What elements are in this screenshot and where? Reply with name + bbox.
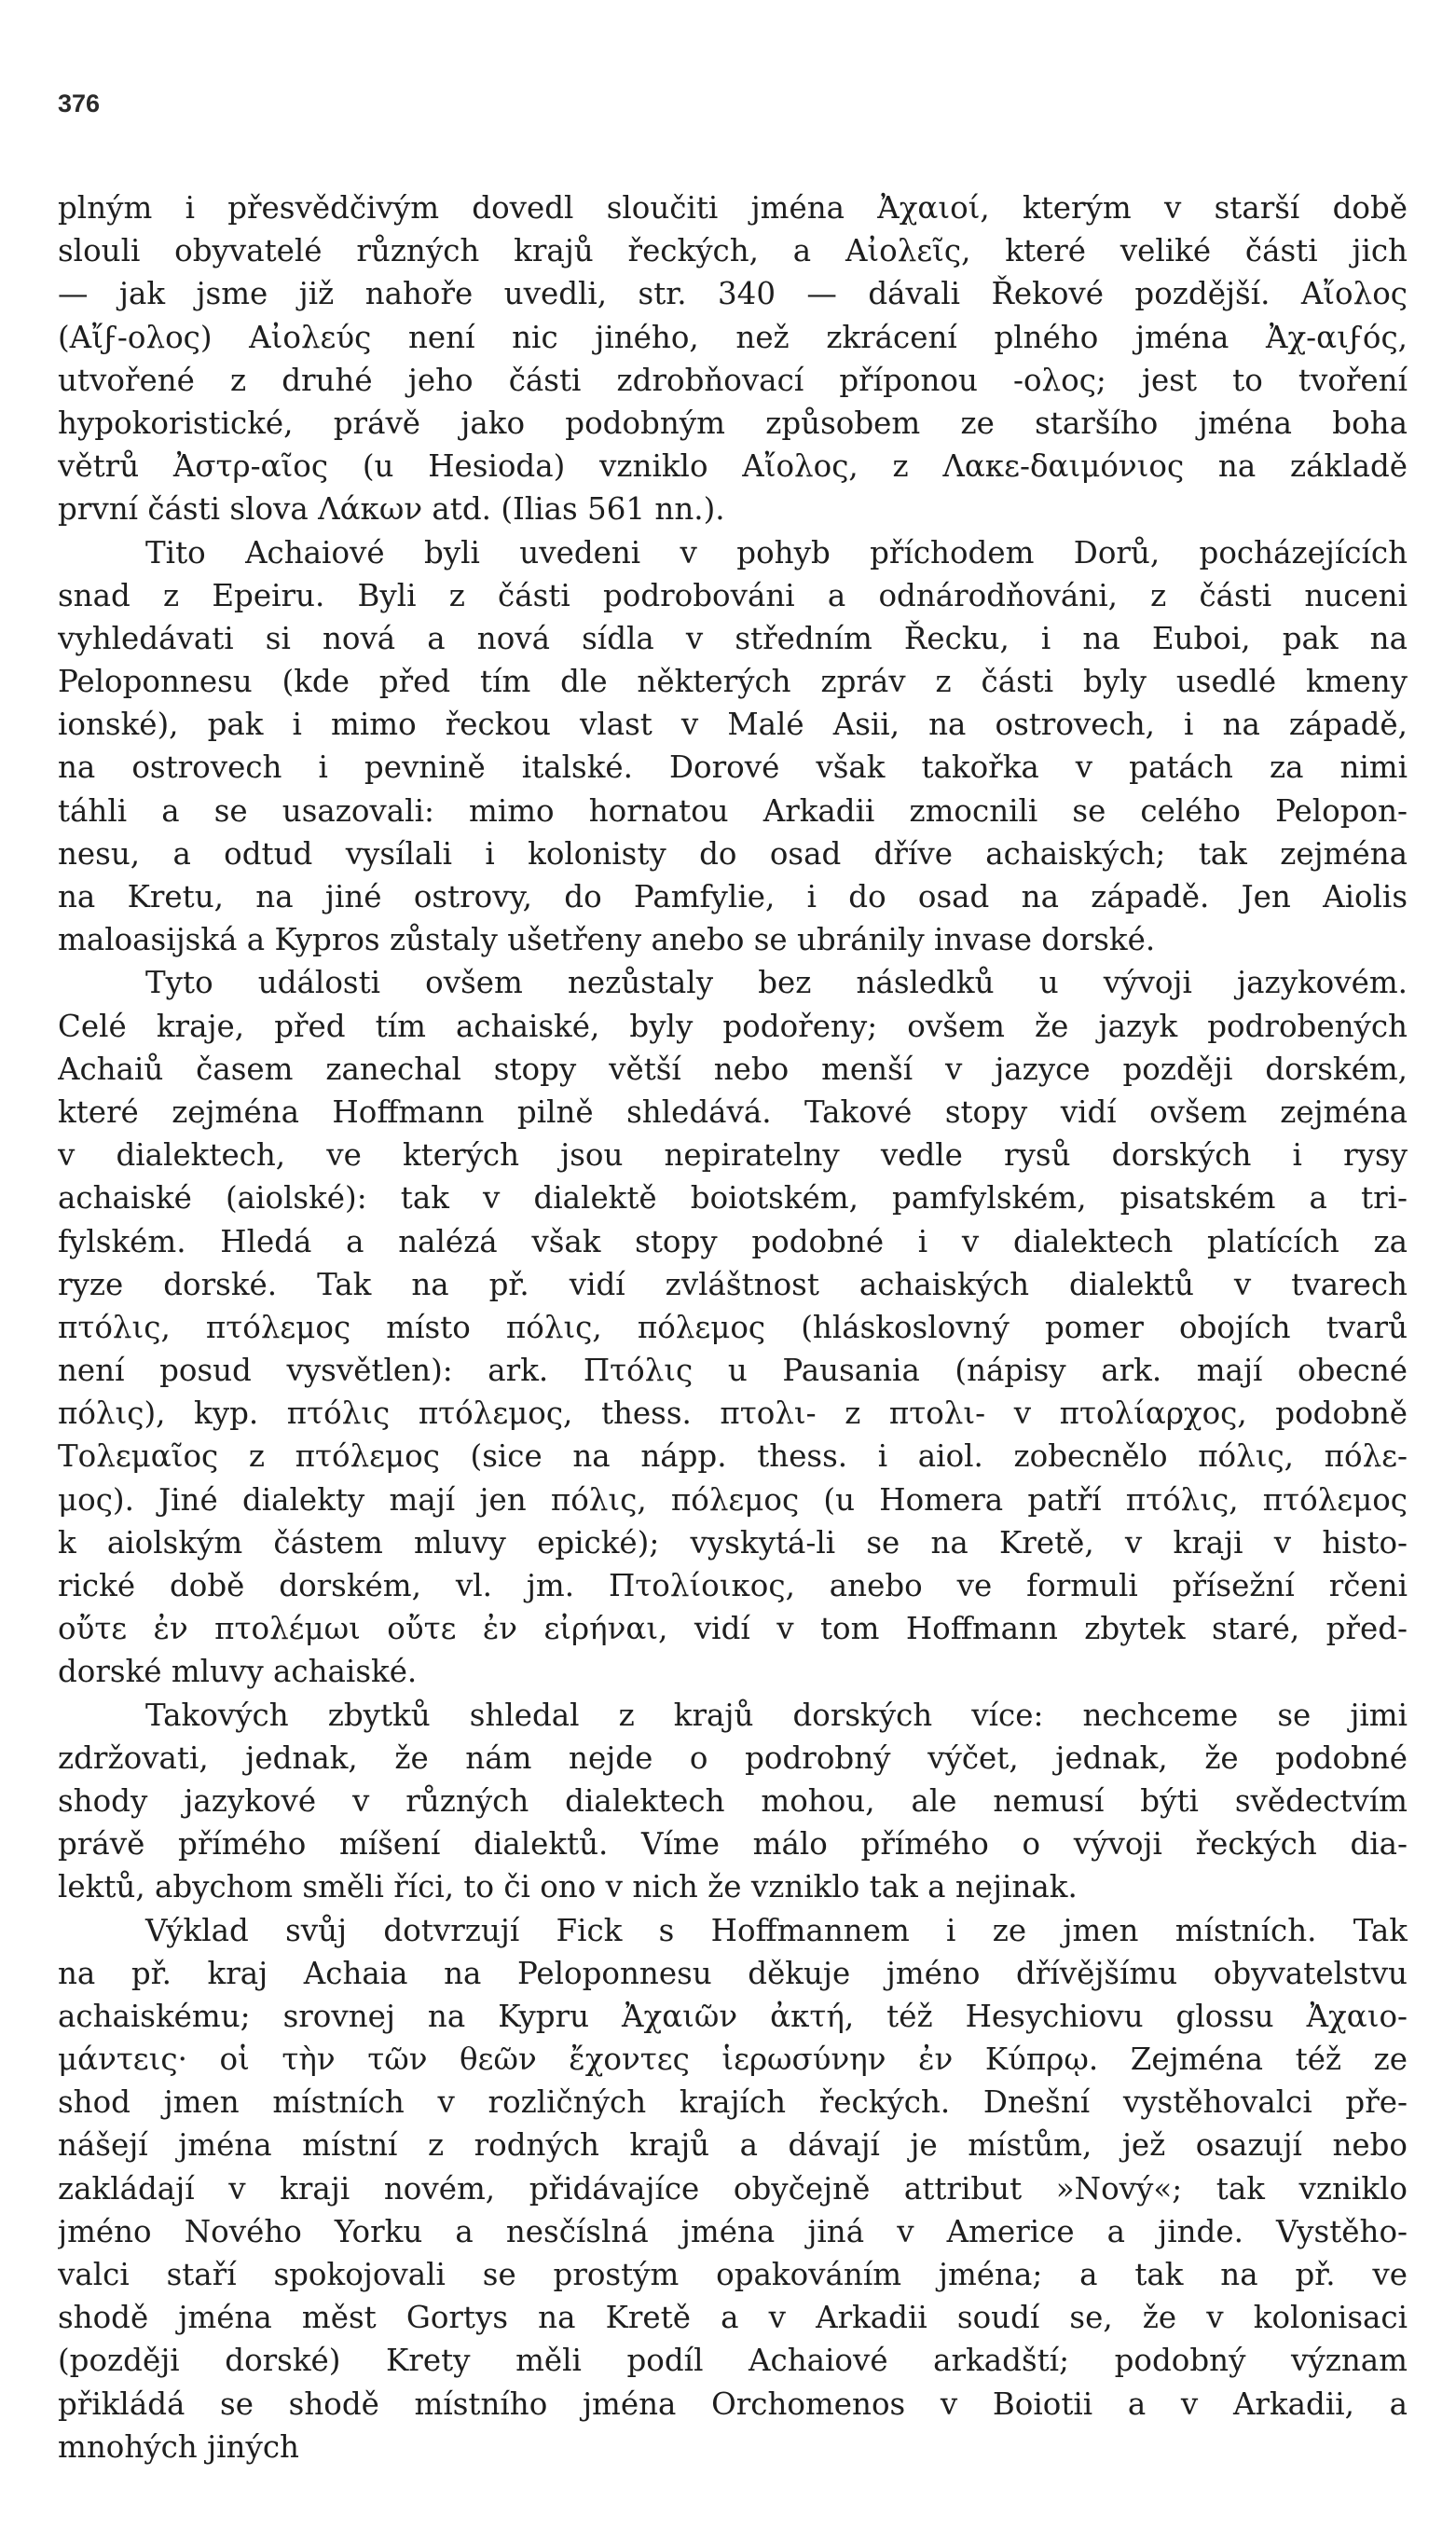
text-line: achaiskému; srovnej na Kypru Ἀχαιῶν ἀκτή, též Hesychiovu glossu Ἀχαιο- bbox=[58, 1998, 1408, 2034]
text-line: shody jazykové v různých dialektech mohou, ale nemusí býti svědectvím bbox=[58, 1782, 1408, 1819]
text-line: na př. kraj Achaia na Peloponnesu děkuje jméno dřívějšímu obyvatelstvu bbox=[58, 1955, 1408, 1991]
text-line: na ostrovech i pevnině italské. Dorové však takořka v patách za nimi bbox=[58, 749, 1408, 786]
text-line: μάντεις· οἱ τὴν τῶν θεῶν ἔχοντες ἱερωσύνην ἐν Κύπρῳ. Zejména též ze bbox=[58, 2042, 1408, 2078]
text-line: Peloponnesu (kde před tím dle některých zpráv z části byly usedlé kmeny bbox=[58, 664, 1408, 700]
text-line: Τολεμαῖος z πτόλεμος (sice na nápp. thess. i aiol. zobecnělo πόλις, πόλε- bbox=[58, 1438, 1408, 1475]
text-line: hypokoristické, právě jako podobným způsobem ze staršího jména boha bbox=[58, 405, 1408, 441]
text-line: na Kretu, na jiné ostrovy, do Pamfylie, i do osad na západě. Jen Aiolis bbox=[58, 879, 1408, 914]
text-line: shodě jména měst Gortys na Kretě a v Arkadii soudí se, že v kolonisaci bbox=[58, 2300, 1408, 2336]
text-line: rické době dorském, vl. jm. Πτολίοικος, anebo ve formuli přísežní rčeni bbox=[58, 1568, 1408, 1603]
text-line: větrů Ἀστρ-αῖος (u Hesioda) vzniklo Αἴολος, z Λακε-δαιμόνιος na základě bbox=[58, 448, 1408, 485]
text-line: πτόλις, πτόλεμος místo πόλις, πόλεμος (hláskoslovný pomer obojích tvarů bbox=[58, 1309, 1408, 1345]
text-line: οὔτε ἐν πτολέμωι οὔτε ἐν εἰρήναι, vidí v tom Hoffmann zbytek staré, před- bbox=[58, 1611, 1408, 1647]
text-line: Achaiů časem zanechal stopy větší nebo menší v jazyce později dorském, bbox=[58, 1051, 1408, 1087]
text-line: plným i přesvědčivým dovedl sloučiti jména Ἀχαιοί, kterým v starší době bbox=[58, 190, 1408, 226]
text-line: v dialektech, ve kterých jsou nepiratelny vedle rysů dorských i rysy bbox=[58, 1137, 1408, 1174]
text-line: — jak jsme již nahoře uvedli, str. 340 — dávali Řekové pozdější. Αἴολος bbox=[58, 276, 1408, 312]
text-line: táhli a se usazovali: mimo hornatou Arkadii zmocnili se celého Pelopon- bbox=[58, 792, 1408, 829]
text-line: Celé kraje, před tím achaiské, byly podořeny; ovšem že jazyk podrobených bbox=[58, 1008, 1408, 1044]
text-line: Výklad svůj dotvrzují Fick s Hoffmannem i ze jmen místních. Tak bbox=[145, 1912, 1408, 1948]
text-line: právě přímého míšení dialektů. Víme málo přímého o vývoji řeckých dia- bbox=[58, 1826, 1408, 1863]
text-line: ryze dorské. Tak na př. vidí zvláštnost achaiských dialektů v tvarech bbox=[58, 1266, 1408, 1302]
text-line: k aiolským částem mluvy epické); vyskytá-li se na Kretě, v kraji v histo- bbox=[58, 1524, 1408, 1561]
text-line: zdržovati, jednak, že nám nejde o podrobný výčet, jednak, že podobné bbox=[58, 1739, 1408, 1776]
text-line: přikládá se shodě místního jména Orchomenos v Boiotii a v Arkadii, a bbox=[58, 2386, 1408, 2422]
text-line: slouli obyvatelé různých krajů řeckých, a Αἰολεῖς, které veliké části jich bbox=[58, 233, 1408, 269]
text-line: vyhledávati si nová a nová sídla v středním Řecku, i na Euboi, pak na bbox=[58, 620, 1408, 656]
text-line: maloasijská a Kypros zůstaly ušetřeny anebo se ubránily invase dorské. bbox=[58, 922, 1156, 958]
text-line: nesu, a odtud vysílali i kolonisty do osad dříve achaiských; tak zejména bbox=[58, 835, 1408, 872]
text-line: fylském. Hledá a nalézá však stopy podobné i v dialektech platících za bbox=[58, 1223, 1408, 1259]
text-line: první části slova Λάκων atd. (Ilias 561 nn.). bbox=[58, 491, 725, 528]
text-line: snad z Epeiru. Byli z části podrobováni a odnárodňováni, z části nuceni bbox=[58, 577, 1408, 613]
text-line: Tito Achaiové byli uvedeni v pohyb příchodem Dorů, pocházejících bbox=[145, 534, 1408, 571]
text-line: lektů, abychom směli říci, to či ono v nich že vzniklo tak a nejinak. bbox=[58, 1869, 1078, 1905]
text-line: πόλις), kyp. πτόλις πτόλεμος, thess. πτολι- z πτολι- v πτολίαρχος, podobně bbox=[58, 1396, 1408, 1432]
text-line: shod jmen místních v rozličných krajích řeckých. Dnešní vystěhovalci pře- bbox=[58, 2084, 1408, 2121]
text-line: achaiské (aiolské): tak v dialektě boiotském, pamfylském, pisatském a tri- bbox=[58, 1180, 1408, 1217]
text-line: není posud vysvětlen): ark. Πτόλις u Pausania (nápisy ark. mají obecné bbox=[58, 1353, 1408, 1389]
text-line: valci staří spokojovali se prostým opakováním jména; a tak na př. ve bbox=[58, 2257, 1408, 2292]
text-line: (později dorské) Krety měli podíl Achaiové arkadští; podobný význam bbox=[58, 2343, 1408, 2379]
text-line: μος). Jiné dialekty mají jen πόλις, πόλεμος (u Homera patří πτόλις, πτόλεμος bbox=[58, 1481, 1408, 1518]
page-number: 376 bbox=[58, 89, 101, 117]
text-line: Tyto události ovšem nezůstaly bez následků u vývoji jazykovém. bbox=[145, 965, 1408, 1001]
text-line: jméno Nového Yorku a nesčíslná jména jiná v Americe a jinde. Vystěho- bbox=[58, 2213, 1408, 2249]
text-line: které zejména Hoffmann pilně shledává. Takové stopy vidí ovšem zejména bbox=[58, 1093, 1408, 1130]
text-line: mnohých jiných bbox=[58, 2428, 299, 2465]
text-line: Takových zbytků shledal z krajů dorských více: nechceme se jimi bbox=[145, 1697, 1408, 1733]
text-line: utvořené z druhé jeho části zdrobňovací příponou -ολος; jest to tvoření bbox=[58, 362, 1408, 398]
text-line: (Αἴϝ-ολος) Αἰολεύς není nic jiného, než zkrácení plného jména Ἀχ-αιϝός, bbox=[58, 319, 1408, 355]
text-line: nášejí jména místní z rodných krajů a dávají je místům, jež osazují nebo bbox=[58, 2127, 1408, 2164]
text-line: zakládají v kraji novém, přidávajíce obyčejně attribut »Nový«; tak vzniklo bbox=[58, 2170, 1408, 2207]
text-line: ionské), pak i mimo řeckou vlast v Malé Asii, na ostrovech, i na západě, bbox=[58, 707, 1408, 743]
text-line: dorské mluvy achaiské. bbox=[58, 1654, 418, 1690]
body-text bbox=[58, 186, 1408, 2468]
